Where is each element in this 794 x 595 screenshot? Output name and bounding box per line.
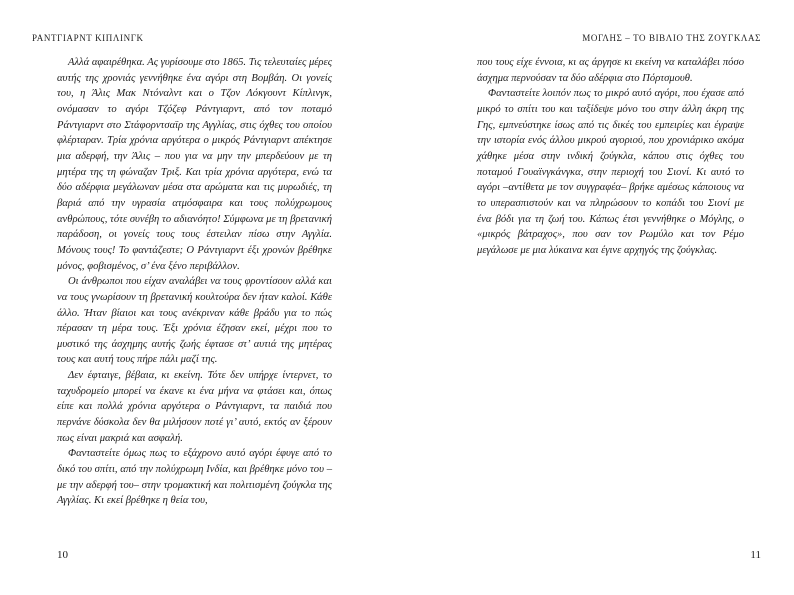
right-page (397, 0, 794, 595)
paragraph: που τους είχε έννοια, κι ας άργησε κι εκείνη να καταλάβει πόσο άσχημα περνούσαν τα δύο αδέρφια στο Πόρτσμουθ. (477, 57, 744, 84)
paragraph: Δεν έφταιγε, βέβαια, κι εκείνη. Τότε δεν υπήρχε ίντερνετ, το ταχυδρομείο μπορεί να έκανε κι ένα μήνα να φτάσει και, όπως είπε και πολλά χρόνια αργότερα ο Ράντγιαρντ, τα παιδιά που περνάνε δύσκολα δεν θα μιλήσουν ποτέ γι’ αυτό, εκτός αν ξέρουν πως είναι μακριά και ασφαλή. (57, 370, 332, 444)
page-number: 11 (750, 549, 761, 561)
right-page-body (477, 55, 744, 259)
paragraph: Οι άνθρωποι που είχαν αναλάβει να τους φροντίσουν αλλά και να τους γνωρίσουν τη βρετανική κουλτούρα δεν ήταν καλοί. Κάθε άλλο. Ήταν βίαιοι και τους ανέκριναν κάθε βράδυ για το πώς πέρασαν τη μέρα τους. Έξι χρόνια έζησαν εκεί, μέχρι που το μυστικό της άσχημης αυτής ζωής έφτασε στ’ αυτιά της μητέρας τους και αυτή τους πήρε πάλι μαζί της. (57, 276, 332, 366)
paragraph: Φανταστείτε λοιπόν πως το μικρό αυτό αγόρι, που έχασε από μικρό το σπίτι του και ταξίδεψε μόνο του στην άλλη άκρη της Γης, εμπνεύστηκε ίσως από τις δικές του εμπειρίες και έγραψε την ιστορία ενός άλλου μικρού αγοριού, που χρονιάρικο ακόμα χάθηκε μέσα στην ινδική ζούγκλα, κάπου στις όχθες του ποταμού Γουαϊνγκάνγκα, στην περιοχή του Σιονί. Κι αυτό το αγόρι –αντίθετα με τον συγγραφέα– βρήκε αμέσως κάποιους να το υπερασπιστούν και να πληρώσουν το κοπάδι του Σιονί με ένα βόδι για τη ζωή του. Κάπως έτσι γεννήθηκε ο Μόγλης, ο «μικρός βάτραχος», που σαν τον Ρωμύλο και τον Ρέμο μεγάλωσε με μια λύκαινα και έγινε αρχηγός της ζούγκλας. (477, 88, 744, 256)
running-head-author: ΡΑΝΤΓΙΑΡΝΤ ΚΙΠΛΙΝΓΚ (32, 33, 144, 43)
page-number: 10 (57, 549, 68, 561)
running-head-title: ΜΟΓΛΗΣ – ΤΟ ΒΙΒΛΙΟ ΤΗΣ ΖΟΥΓΚΛΑΣ (582, 33, 761, 43)
left-page-body (57, 55, 332, 509)
paragraph: Αλλά αφαιρέθηκα. Ας γυρίσουμε στο 1865. Τις τελευταίες μέρες αυτής της χρονιάς γεννήθηκε ένα αγόρι στη Βομβάη. Οι γονείς του, η Άλις Μακ Ντόναλντ και ο Τζον Λόκγουντ Κίπλινγκ, ονόμασαν το αγόρι Τζόζεφ Ράντγιαρντ, από τον ποταμό Ράντγιαρντ στο Στάφορντσαϊρ της Αγγλίας, στις όχθες του οποίου φλέρταραν. Τρία χρόνια αργότερα ο μικρός Ράντγιαρντ απέκτησε μια αδερφή, την Άλις – που για να μην την μπερδεύουν με τη μητέρα της τη φώναζαν Τριξ. Και τρία χρόνια αργότερα, ενώ τα δύο αδέρφια μεγάλωναν μέσα στα αρώματα και τις μυρωδιές, τη βαριά από την υγρασία ατμόσφαιρα και τους πολύχρωμους ανθρώπους, τότε συνέβη το αδιανόητο! Σύμφωνα με τη βρετανική παράδοση, οι γονείς τους τους έστειλαν πίσω στην Αγγλία. Μόνους τους! Το φαντάζεστε; Ο Ράντγιαρντ έξι χρονών βρέθηκε μόνος, φοβισμένος, σ’ ένα ξένο περιβάλλον. (57, 57, 332, 272)
paragraph: Φανταστείτε όμως πως το εξάχρονο αυτό αγόρι έφυγε από το δικό του σπίτι, από την πολύχρωμη Ινδία, και βρέθηκε μόνο του –με την αδερφή του– στην τρομακτική και πολιτισμένη ζούγκλα της Αγγλίας. Κι εκεί βρέθηκε η θεία του, (57, 448, 332, 507)
